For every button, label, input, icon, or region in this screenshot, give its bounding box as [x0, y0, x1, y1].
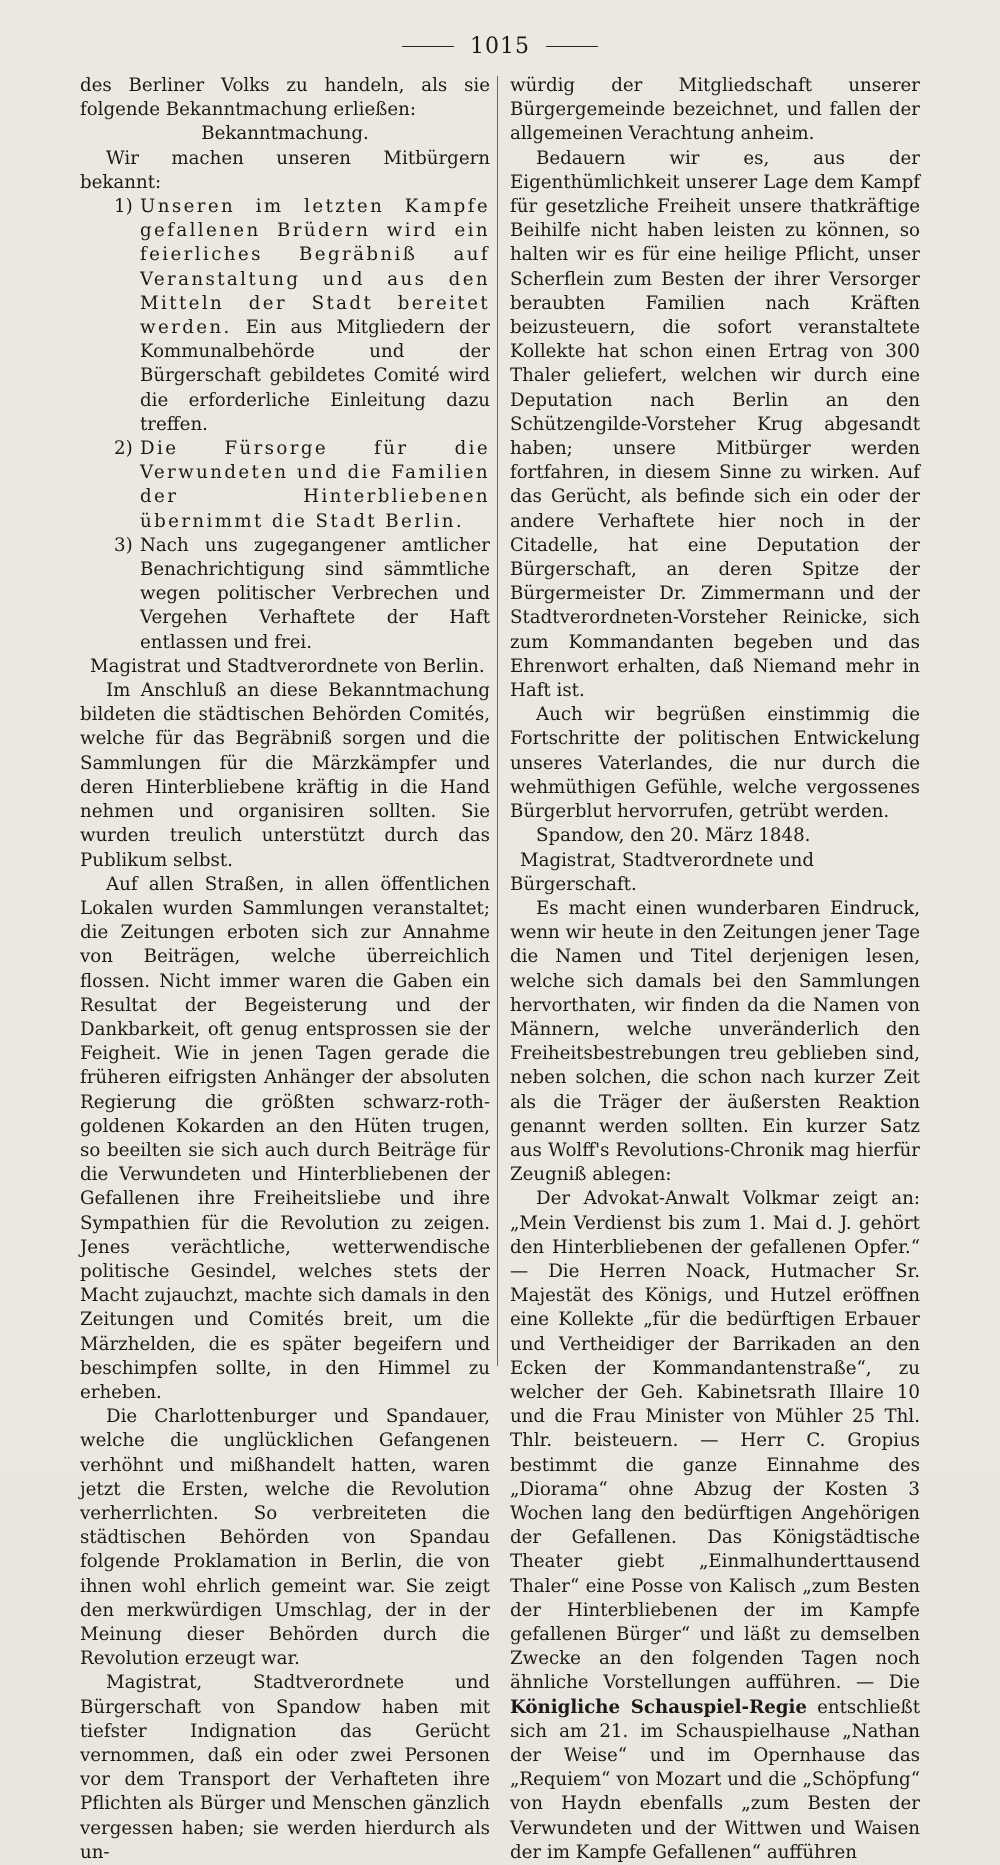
paragraph: Im Anschluß an diese Bekanntmachung bildeten die städtischen Behörden Comités, welche für das Begräbniß sorgen und die Sammlungen für die Märzkämpfer und deren Hinterbliebene kräftig in die Hand nehmen und organisiren sollten. Sie wurden treulich unterstützt durch das Publikum selbst.: [80, 680, 490, 871]
chronicle-text: entschließt sich am 21. im Schauspielhause „Nathan der Weise“ und im Opernhause das „Requiem“ von Mozart und die „Schöpfung“ von Haydn ebenfalls „zum Besten der Verwundeten und der Wittwen und Waisen der im Kampfe Gefallenen“ aufführen: [510, 1696, 920, 1863]
paragraph: Bedauern wir es, aus der Eigenthümlichkeit unserer Lage dem Kampf für gesetzliche Freiheit unsere thatkräftige Beihilfe nicht haben leisten zu können, so halten wir es für eine heilige Pflicht, unser Scherflein zum Besten der ihrer Versorger beraubten Familien nach Kräften beizusteuern, die sofort veranstaltete Kollekte hat schon einen Ertrag von 300 Thaler geliefert, welchen wir durch eine Deputation nach Berlin an den Schützengilde-Vorsteher Krug abgesandt haben; unsere Mitbürger werden fortfahren, in diesem Sinne zu wirken. Auf das Gerücht, als befinde sich ein oder der andere Verhaftete hier noch in der Citadelle, hat eine Deputation der Bürgerschaft, an deren Spitze der Bürgermeister Dr. Zimmermann und der Stadtverordneten-Vorsteher Reinicke, sich zum Kommandanten begeben und das Ehrenwort erhalten, daß Niemand mehr in Haft ist.: [510, 147, 920, 702]
notice-lead: Wir machen unseren Mitbürgern bekannt:: [80, 147, 490, 193]
paragraph: würdig der Mitgliedschaft unserer Bürgergemeinde bezeichnet, und fallen der allgemeinen Verachtung anheim.: [510, 75, 920, 145]
dateline: Spandow, den 20. März 1848.: [536, 825, 811, 847]
proclamation-signature: Magistrat, Stadtverordnete und Bürgerschaft.: [510, 849, 814, 895]
item-number: 3): [114, 534, 133, 556]
notice-signature: Magistrat und Stadtverordnete von Berlin.: [90, 655, 485, 677]
paragraph: Es macht einen wunderbaren Eindruck, wenn wir heute in den Zeitungen jener Tage die Namen und Titel derjenigen lesen, welche sich damals bei den Sammlungen hervorthaten, wir finden da die Namen von Männern, welche unveränderlich den Freiheitsbestrebungen treu geblieben sind, neben solchen, die schon nach kurzer Zeit als die Träger der äußersten Reaktion genannt werden sollten. Ein kurzer Satz aus Wolff's Revolutions-Chronik mag hierfür Zeugniß ablegen:: [510, 897, 920, 1186]
paragraph: Auch wir begrüßen einstimmig die Fortschritte der politischen Entwickelung unseres Vaterlandes, die nur durch die wehmüthigen Gefühle, welche vergossenes Bürgerblut hervorrufen, getrübt werden.: [510, 704, 920, 823]
paragraph: Magistrat, Stadtverordnete und Bürgerschaft von Spandow haben mit tiefster Indignation das Gerücht vernommen, daß ein oder zwei Personen vor dem Transport der Verhafteten ihre Pflichten als Bürger und Menschen gänzlich vergessen haben; sie werden hierdurch als un-: [80, 1672, 490, 1863]
item-text: [140, 534, 490, 655]
chronicle-quote: [510, 1187, 920, 1865]
item-number: 1): [114, 196, 133, 218]
chronicle-bold: Königliche Schauspiel-Regie: [510, 1696, 807, 1718]
page-header: [0, 34, 1000, 59]
notice-title: Bekanntmachung.: [201, 123, 369, 145]
notice-item-1: [114, 195, 490, 437]
item-text: [140, 195, 490, 437]
right-column: [510, 74, 920, 1865]
item-number: 2): [114, 438, 133, 460]
left-column: [80, 74, 490, 1865]
notice-item-3: [114, 534, 490, 655]
paragraph: Auf allen Straßen, in allen öffentlichen Lokalen wurden Sammlungen veranstaltet; die Zeitungen erboten sich zur Annahme von Beiträgen, welche überreichlich flossen. Nicht immer waren die Gaben ein Resultat der Begeisterung und der Dankbarkeit, oft genug entsprossen sie der Feigheit. Wie in jenen Tagen gerade die früheren eifrigsten Anhänger der absoluten Regierung die größten schwarz-roth-goldenen Kokarden an den Hüten trugen, so beeilten sie sich auch durch Beiträge für die Verwundeten und Hinterbliebenen der Gefallenen ihre Freiheitsliebe und ihre Sympathien für die Revolution zu zeigen. Jenes verächtliche, wetterwendische politische Gesindel, welches stets der Macht zujauchzt, machte sich damals in den Zeitungen und Comités breit, um die Märzhelden, die es später begeifern und beschimpfen sollte, in den Himmel zu erheben.: [80, 873, 490, 1403]
intro-text: des Berliner Volks zu handeln, als sie folgende Bekanntmachung erließen:: [80, 75, 490, 121]
item-text-rest: Ein aus Mitgliedern der Kommunalbehörde und der Bürgerschaft gebildetes Comité wird die erforderliche Einleitung dazu treffen.: [140, 317, 490, 435]
column-divider: [497, 76, 498, 1366]
header-rule-right: [546, 46, 598, 47]
header-rule-left: [402, 46, 454, 47]
paragraph: Die Charlottenburger und Spandauer, welche die unglücklichen Gefangenen verhöhnt und mißhandelt hatten, waren jetzt die Ersten, welche die Revolution verherrlichten. So verbreiteten die städtischen Behörden von Spandau folgende Proklamation in Berlin, die von ihnen wohl ehrlich gemeint war. Sie zeigt den merkwürdigen Umschlag, der in der Meinung dieser Behörden durch die Revolution erzeugt war.: [80, 1406, 490, 1670]
item-text: [140, 437, 490, 534]
item-text-rest: Nach uns zugegangener amtlicher Benachrichtigung sind sämmtliche wegen politischer Verbrechen und Vergehen Verhaftete der Haft entlassen und frei.: [140, 534, 490, 653]
chronicle-text: Der Advokat-Anwalt Volkmar zeigt an: „Mein Verdienst bis zum 1. Mai d. J. gehört den Hinterbliebenen der gefallenen Opfer.“ — Die Herren Noack, Hutmacher Sr. Majestät des Königs, und Hutzel eröffnen eine Kollekte „für die bedürftigen Erbauer und Vertheidiger der Barrikaden an den Ecken der Kommandantenstraße“, zu welcher der Geh. Kabinetsrath Illaire 10 und die Frau Minister von Mühler 25 Thl. Thlr. beisteuern. — Herr C. Gropius bestimmt die ganze Einnahme des „Diorama“ ohne Abzug der Kosten 3 Wochen lang den bedürftigen Angehörigen der Gefallenen. Das Königstädtische Theater giebt „Einmalhunderttausend Thaler“ eine Posse von Kalisch „zum Besten der Hinterbliebenen der im Kampfe gefallenen Bürger“ und läßt zu demselben Zwecke an den folgenden Tagen noch ähnliche Vorstellungen aufführen. — Die: [510, 1188, 920, 1694]
item-text-spaced: Die Fürsorge für die Verwundeten und die Familien der Hinterbliebenen übernimmt die Stadt Berlin.: [140, 438, 490, 532]
page-number: 1015: [470, 34, 530, 59]
notice-item-2: [114, 437, 490, 534]
item-text-spaced: Unseren im letzten Kampfe gefallenen Brüdern wird ein feierliches Begräbniß auf Veranstaltung und aus den Mitteln der Stadt bereitet werden.: [140, 196, 490, 339]
